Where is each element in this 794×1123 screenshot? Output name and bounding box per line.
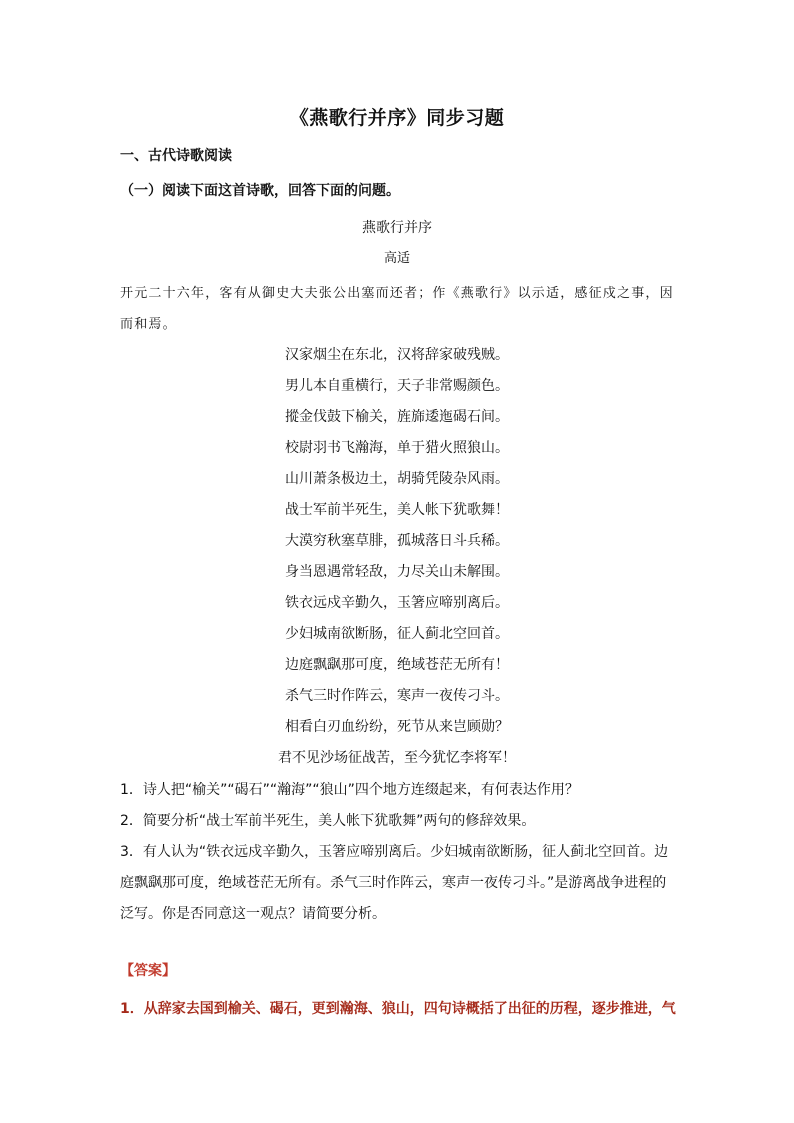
section-heading: 一、古代诗歌阅读 bbox=[120, 148, 232, 164]
question-2: 2．简要分析“战士军前半死生，美人帐下犹歌舞”两句的修辞效果。 bbox=[120, 813, 536, 829]
poem-line: 杀气三时作阵云，寒声一夜传刁斗。 bbox=[285, 688, 509, 704]
poem-line: 身当恩遇常轻敌，力尽关山未解围。 bbox=[285, 564, 509, 580]
poem-line: 大漠穷秋塞草腓，孤城落日斗兵稀。 bbox=[285, 533, 509, 549]
poem-line: 校尉羽书飞瀚海，单于猎火照狼山。 bbox=[285, 440, 509, 456]
poem-line: 铁衣远戍辛勤久，玉箸应啼别离后。 bbox=[285, 595, 509, 611]
poem-title: 燕歌行并序 bbox=[362, 220, 432, 236]
question-3: 3．有人认为“铁衣远戍辛勤久，玉箸应啼别离后。少妇城南欲断肠，征人蓟北空回首。边庭飘飖那可度，绝域苍茫无所有。杀气三时作阵云，寒声一夜传刁斗。”是游离战争进程的泛写。你是否同意这一观点？请简要分析。 bbox=[120, 844, 669, 922]
poem-body bbox=[0, 340, 794, 774]
poem-line: 边庭飘飖那可度，绝域苍茫无所有！ bbox=[285, 657, 509, 673]
poem-line: 摐金伐鼓下榆关，旌旆逶迤碣石间。 bbox=[285, 409, 509, 425]
poem-author: 高适 bbox=[383, 251, 410, 266]
poem-line: 君不见沙场征战苦，至今犹忆李将军！ bbox=[278, 750, 516, 766]
question-list bbox=[120, 775, 680, 930]
poem-line: 山川萧条极边土，胡骑凭陵杂风雨。 bbox=[285, 471, 509, 487]
answer-label: 【答案】 bbox=[120, 963, 176, 979]
poem-line: 汉家烟尘在东北，汉将辞家破残贼。 bbox=[285, 347, 509, 363]
question-1: 1．诗人把“榆关”“碣石”“瀚海”“狼山”四个地方连缀起来，有何表达作用？ bbox=[120, 782, 579, 798]
poem-preface: 开元二十六年，客有从御史大夫张公出塞而还者；作《燕歌行》以示适，感征戍之事，因而和焉。 bbox=[120, 286, 674, 332]
poem-line: 男儿本自重横行，天子非常赐颜色。 bbox=[285, 378, 509, 394]
poem-line: 少妇城南欲断肠，征人蓟北空回首。 bbox=[285, 626, 509, 642]
poem-line: 相看白刃血纷纷，死节从来岂顾勋？ bbox=[285, 719, 509, 735]
poem-line: 战士军前半死生，美人帐下犹歌舞！ bbox=[285, 502, 509, 518]
document-title: 《燕歌行并序》同步习题 bbox=[289, 107, 505, 129]
subsection-heading: （一）阅读下面这首诗歌，回答下面的问题。 bbox=[120, 183, 400, 199]
answer-text: 1．从辞家去国到榆关、碣石，更到瀚海、狼山，四句诗概括了出征的历程，逐步推进，气 bbox=[120, 1001, 676, 1017]
